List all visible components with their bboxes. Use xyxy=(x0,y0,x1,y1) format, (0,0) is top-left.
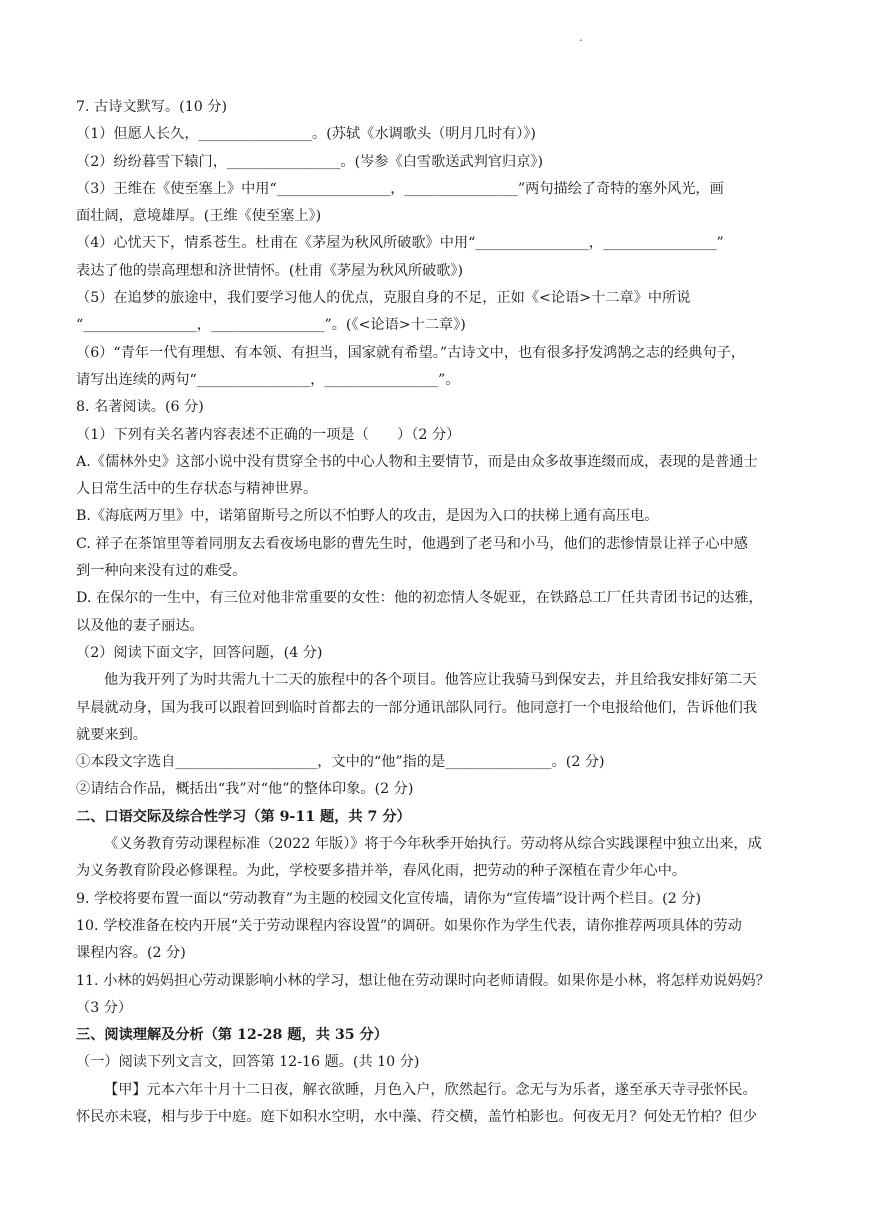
text-line: （3 分） xyxy=(76,999,133,1016)
text-line: （6）“青年一代有理想、有本领、有担当，国家就有希望。”古诗文中，也有很多抒发鸿鹄之志的经典句子， xyxy=(76,344,746,361)
text-line: D. 在保尔的一生中，有三位对他非常重要的女性：他的初恋情人冬妮亚，在铁路总工厂任共青团书记的达雅， xyxy=(76,590,763,607)
text-line: 【甲】元本六年十月十二日夜，解衣欲睡，月色入户，欣然起行。念无与为乐者，遂至承天寺寻张怀民。 xyxy=(104,1081,757,1098)
text-line: （2）阅读下面文字，回答问题，(4 分) xyxy=(76,644,323,661)
text-line: （5）在追梦的旅途中，我们要学习他人的优点，克服自身的不足，正如《<论语>十二章》中所说 xyxy=(76,290,691,307)
text-line: ①本段文字选自____________________，文中的“他”指的是_______________。(2 分) xyxy=(76,754,605,771)
section-heading: 三、阅读理解及分析（第 12-28 题，共 35 分） xyxy=(76,1027,388,1044)
text-line: 《义务教育劳动课程标准（2022 年版）》将于今年秋季开始执行。劳动将从综合实践课程中独立出来，成 xyxy=(104,836,762,853)
section-heading: 二、口语交际及综合性学习（第 9-11 题，共 7 分） xyxy=(76,808,411,825)
text-line: 10. 学校准备在校内开展“关于劳动课程内容设置”的调研。如果你作为学生代表，请你推荐两项具体的劳动 xyxy=(76,917,742,934)
text-line: 他为我开列了为时共需九十二天的旅程中的各个项目。他答应让我骑马到保安去，并且给我安排好第二天 xyxy=(104,672,757,689)
page-mark: . xyxy=(579,30,583,44)
text-line: 为义务教育阶段必修课程。为此，学校要多措并举，春风化雨，把劳动的种子深植在青少年心中。 xyxy=(76,863,687,880)
text-line: 到一种向来没有过的难受。 xyxy=(76,563,247,580)
text-line: 早晨就动身，国为我可以跟着回到临时首都去的一部分通讯部队同行。他同意打一个电报给他们，告诉他们我 xyxy=(76,699,758,716)
text-line: 7. 古诗文默写。(10 分) xyxy=(76,99,227,115)
text-line: （4）心忧天下，情系苍生。杜甫在《茅屋为秋风所破歌》中用“________________，________________” xyxy=(76,235,724,252)
text-line: 8. 名著阅读。(6 分) xyxy=(76,399,204,416)
text-line: （1）下列有关名著内容表述不正确的一项是（ ）（2 分） xyxy=(76,426,461,443)
text-line: 9. 学校将要布置一面以“劳动教育”为主题的校园文化宣传墙，请你为“宣传墙”设计两个栏目。(2 分) xyxy=(76,890,701,907)
text-line: ②请结合作品，概括出“我”对“他”的整体印象。(2 分) xyxy=(76,781,414,798)
text-line: 面壮阔，意境雄厚。(王维《使至塞上》) xyxy=(76,208,322,225)
text-line: 就要来到。 xyxy=(76,726,147,743)
text-line: 以及他的妻子丽达。 xyxy=(76,617,204,634)
text-line: A.《儒林外史》这部小说中没有贯穿全书的中心人物和主要情节，而是由众多故事连缀而成，表现的是普通士 xyxy=(76,453,758,470)
text-line: 课程内容。(2 分) xyxy=(76,945,186,962)
text-line: （3）王维在《使至塞上》中用“________________，________________”两句描绘了奇特的塞外风光，画 xyxy=(76,180,724,197)
text-line: （2）纷纷暮雪下辕门，________________。(岑参《白雪歌送武判官归京》) xyxy=(76,153,543,170)
text-line: （1）但愿人长久，________________。(苏轼《水调歌头（明月几时有）》) xyxy=(76,126,536,143)
exam-page-content xyxy=(76,94,804,1131)
text-line: 怀民亦未寝，相与步于中庭。庭下如积水空明，水中藻、荇交横，盖竹柏影也。何夜无月？何处无竹柏？但少 xyxy=(76,1108,758,1125)
text-line: 表达了他的崇高理想和济世情怀。(杜甫《茅屋为秋风所破歌》) xyxy=(76,262,464,279)
text-line: 11. 小林的妈妈担心劳动课影响小林的学习，想让他在劳动课时向老师请假。如果你是小林，将怎样劝说妈妈？ xyxy=(76,972,770,989)
text-line: B.《海底两万里》中，诺第留斯号之所以不怕野人的攻击，是因为入口的扶梯上通有高压电。 xyxy=(76,508,659,525)
text-line: 请写出连续的两句“________________，________________”。 xyxy=(76,371,460,388)
text-line: （一）阅读下列文言文，回答第 12-16 题。(共 10 分) xyxy=(76,1054,420,1071)
text-line: “________________，________________”。(《<论语>十二章》) xyxy=(76,317,466,334)
text-line: 人日常生活中的生存状态与精神世界。 xyxy=(76,481,318,498)
text-line: C. 祥子在茶馆里等着同朋友去看夜场电影的曹先生时，他遇到了老马和小马，他们的悲惨情景让祥子心中感 xyxy=(76,535,748,552)
